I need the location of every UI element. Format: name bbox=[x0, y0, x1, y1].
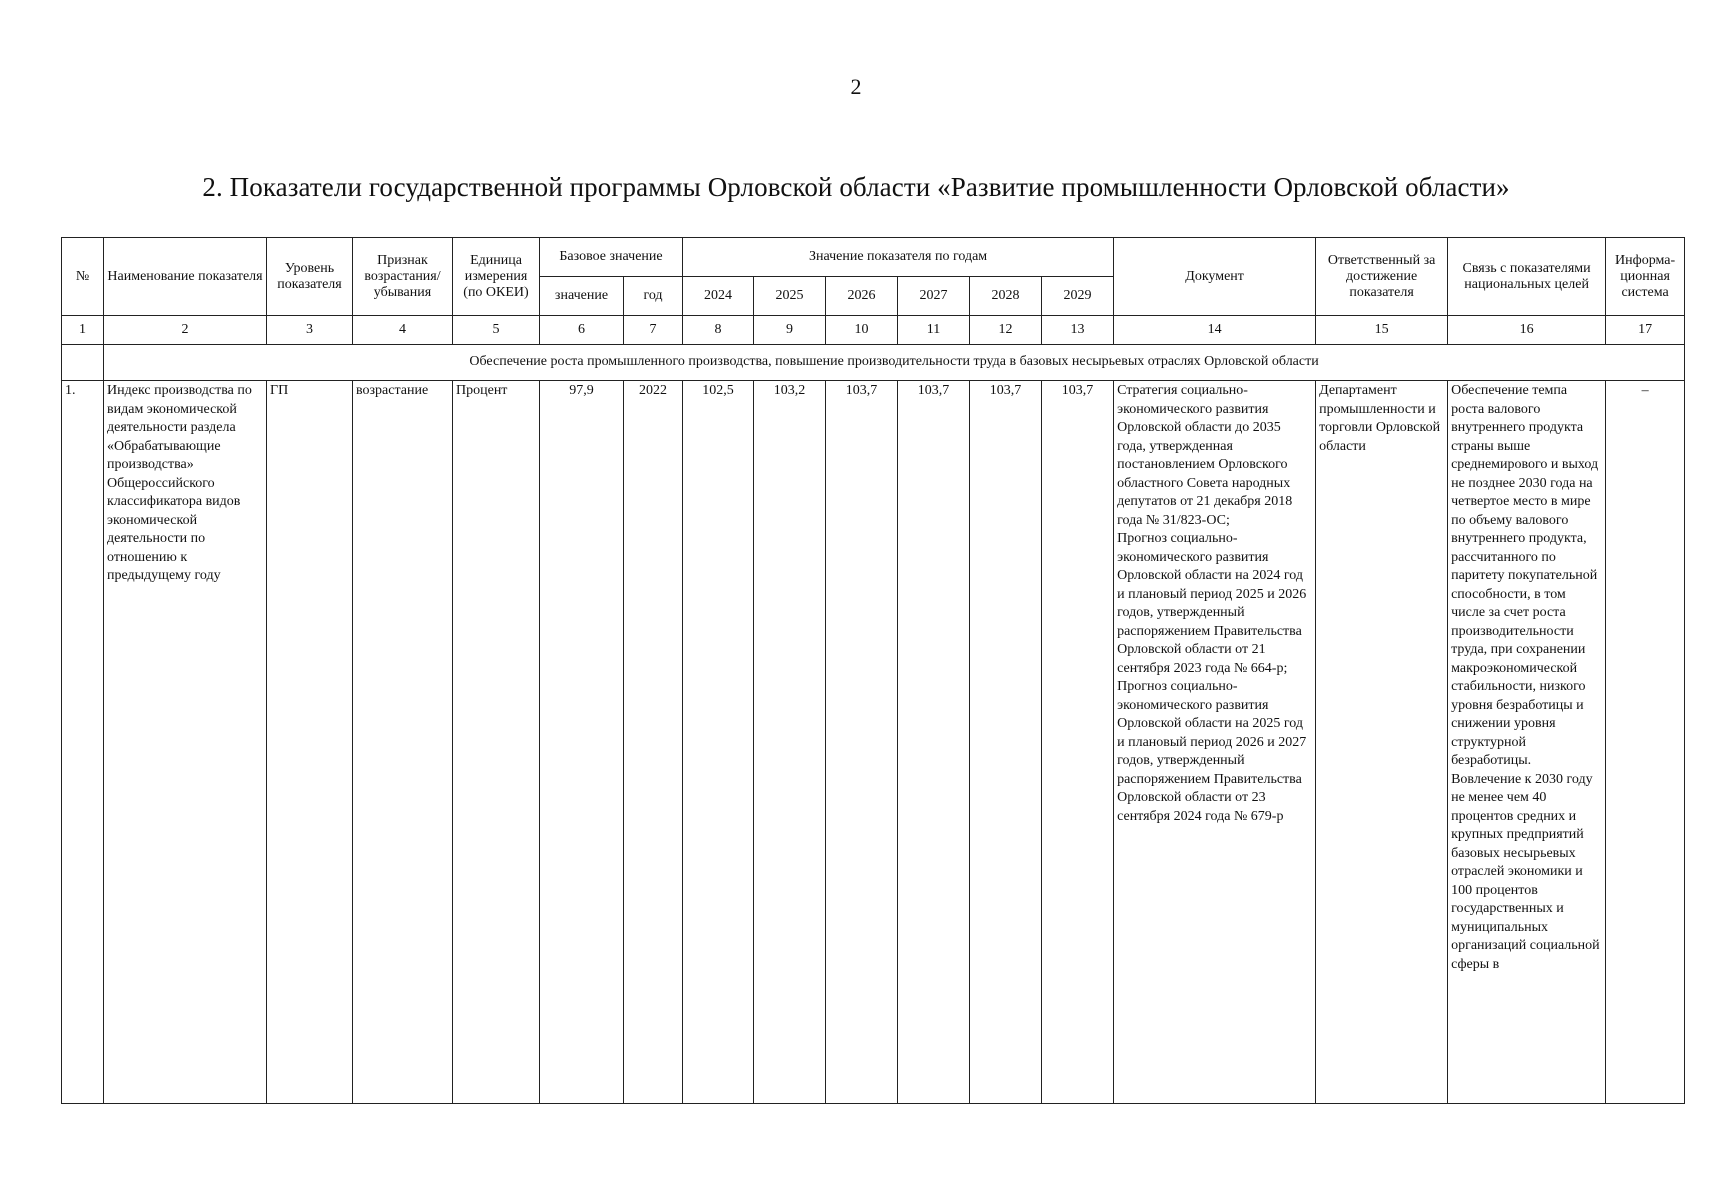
page-title: 2. Показатели государственной программы Орловской области «Развитие промышленности Орловской области» bbox=[202, 172, 1510, 202]
header-responsible: Ответственный за достижение показателя bbox=[1316, 238, 1448, 316]
header-name: Наименование показателя bbox=[104, 238, 267, 316]
column-number: 11 bbox=[898, 316, 970, 345]
base-value: 97,9 bbox=[540, 381, 624, 1104]
responsible-text: Департамент промышленности и торговли Орловской области bbox=[1316, 381, 1448, 1104]
value-2027: 103,7 bbox=[898, 381, 970, 1104]
column-number: 17 bbox=[1606, 316, 1685, 345]
header-base-year: год bbox=[624, 277, 683, 316]
column-number: 7 bbox=[624, 316, 683, 345]
document-text: Стратегия социально-экономического развития Орловской области до 2035 года, утвержденная постановлением Орловского областного Совета народных депутатов от 21 декабря 2018 года № 31/823-ОС; Прогноз социально-экономического развития Орловской области на 2024 год и плановый период 2025 и 2026 годов, утвержденный распоряжением Правительства Орловской области от 21 сентября 2023 года № 664-р; Прогноз социально-экономического развития Орловской области на 2025 год и плановый период 2026 и 2027 годов, утвержденный распоряжением Правительства Орловской области от 23 сентября 2024 года № 679-р bbox=[1114, 381, 1316, 1104]
header-trend: Признак возрастания/ убывания bbox=[353, 238, 453, 316]
indicator-name: Индекс производства по видам экономической деятельности раздела «Обрабатывающие производства» Общероссийского классификатора видов экономической деятельности по отношению к предыдущему году bbox=[104, 381, 267, 1104]
column-number: 9 bbox=[754, 316, 826, 345]
header-unit: Единица измерения (по ОКЕИ) bbox=[453, 238, 540, 316]
column-number: 10 bbox=[826, 316, 898, 345]
indicator-level: ГП bbox=[267, 381, 353, 1104]
column-number: 8 bbox=[683, 316, 754, 345]
header-year: 2025 bbox=[754, 277, 826, 316]
national-goals-text: Обеспечение темпа роста валового внутреннего продукта страны выше среднемирового и выход не позднее 2030 года на четвертое место в мире по объему валового внутреннего продукта, рассчитанного по паритету покупательной способности, в том числе за счет роста производительности труда, при сохранении макроэкономической стабильности, низкого уровня безработицы и снижении уровня структурной безработицы. Вовлечение к 2030 году не менее чем 40 процентов средних и крупных предприятий базовых несырьевых отраслей экономики и 100 процентов государственных и муниципальных организаций социальной сферы в bbox=[1448, 381, 1606, 1104]
column-number: 12 bbox=[970, 316, 1042, 345]
column-number: 1 bbox=[62, 316, 104, 345]
header-level: Уровень показателя bbox=[267, 238, 353, 316]
column-number: 6 bbox=[540, 316, 624, 345]
section-row bbox=[62, 345, 1685, 381]
page-number: 2 bbox=[850, 74, 862, 99]
column-number: 15 bbox=[1316, 316, 1448, 345]
value-2025: 103,2 bbox=[754, 381, 826, 1104]
header-year: 2029 bbox=[1042, 277, 1114, 316]
row-num: 1. bbox=[62, 381, 104, 1104]
header-year: 2027 bbox=[898, 277, 970, 316]
header-years-group: Значение показателя по годам bbox=[683, 238, 1114, 277]
section-title: Обеспечение роста промышленного производства, повышение производительности труда в базовых несырьевых отраслях Орловской области bbox=[104, 345, 1685, 381]
header-national-goals: Связь с показателями национальных целей bbox=[1448, 238, 1606, 316]
value-2028: 103,7 bbox=[970, 381, 1042, 1104]
info-system-text: – bbox=[1606, 381, 1685, 1104]
header-base-group: Базовое значение bbox=[540, 238, 683, 277]
indicator-unit: Процент bbox=[453, 381, 540, 1104]
section-num-cell bbox=[62, 345, 104, 381]
header-year: 2024 bbox=[683, 277, 754, 316]
header-year: 2028 bbox=[970, 277, 1042, 316]
column-number: 2 bbox=[104, 316, 267, 345]
header-document: Документ bbox=[1114, 238, 1316, 316]
header-num: № bbox=[62, 238, 104, 316]
indicator-trend: возрастание bbox=[353, 381, 453, 1104]
value-2029: 103,7 bbox=[1042, 381, 1114, 1104]
column-number: 5 bbox=[453, 316, 540, 345]
base-year: 2022 bbox=[624, 381, 683, 1104]
table-row bbox=[62, 381, 1685, 1104]
indicators-table bbox=[61, 237, 1685, 1104]
header-row-top bbox=[62, 238, 1685, 277]
value-2026: 103,7 bbox=[826, 381, 898, 1104]
value-2024: 102,5 bbox=[683, 381, 754, 1104]
column-number: 16 bbox=[1448, 316, 1606, 345]
column-number: 4 bbox=[353, 316, 453, 345]
column-number-row bbox=[62, 316, 1685, 345]
column-number: 14 bbox=[1114, 316, 1316, 345]
column-number: 3 bbox=[267, 316, 353, 345]
header-year: 2026 bbox=[826, 277, 898, 316]
header-base-value: значение bbox=[540, 277, 624, 316]
header-info-system: Информа-ционная система bbox=[1606, 238, 1685, 316]
column-number: 13 bbox=[1042, 316, 1114, 345]
